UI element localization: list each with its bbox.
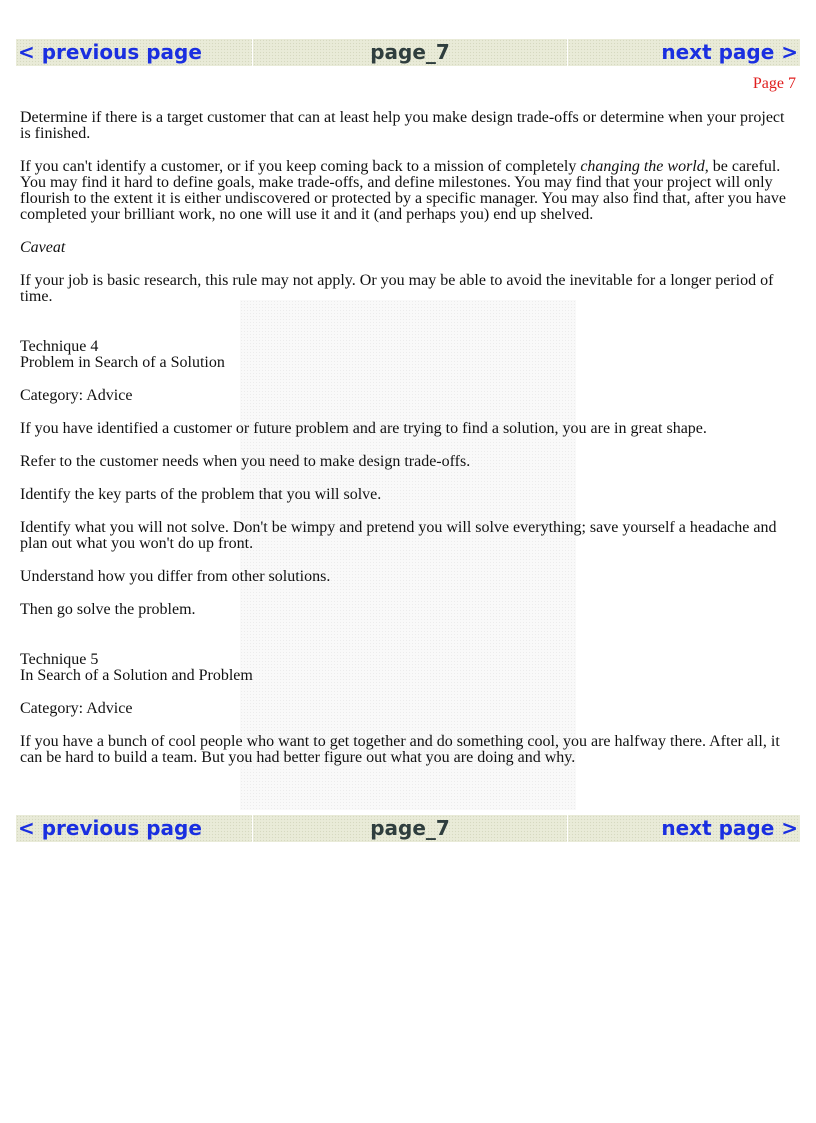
paragraph-differ: Understand how you differ from other solutions. [20, 568, 331, 585]
page-number-label: Page 7 [752, 75, 796, 92]
bottom-next-page-cell [568, 815, 800, 842]
top-previous-page-cell [16, 39, 252, 66]
technique-5-category: Category: Advice [20, 700, 133, 717]
emphasis-text: changing the world [580, 158, 705, 175]
bottom-current-page-label: page_7 [370, 816, 450, 840]
technique-4-title: Problem in Search of a Solution [20, 354, 225, 371]
paragraph-text: , be careful. You may find it hard to define goals, make trade-offs, and define milestones. You may find that your project will only flourish to the extent it is either undiscovered or protected by a specific manager. You may also find that, after you have completed your brilliant work, no one will use it and it (and perhaps you) end up shelved. [20, 158, 786, 223]
top-next-page-cell [568, 39, 800, 66]
top-current-page-cell [252, 39, 568, 66]
top-navigation-bar [16, 39, 800, 66]
technique-4-number: Technique 4 [20, 338, 99, 355]
top-next-page-link[interactable]: next page > [661, 40, 798, 64]
paragraph-go-solve: Then go solve the problem. [20, 601, 196, 618]
caveat-heading [20, 240, 796, 256]
bottom-previous-page-cell [16, 815, 252, 842]
document-body [20, 110, 796, 783]
paragraph-customer-needs: Refer to the customer needs when you need to make design trade-offs. [20, 453, 471, 470]
technique-4-category: Category: Advice [20, 387, 133, 404]
bottom-current-page-cell [252, 815, 568, 842]
paragraph-not-solve: Identify what you will not solve. Don't be wimpy and pretend you will solve everything; save yourself a headache and plan out what you won't do up front. [20, 519, 777, 552]
paragraph-changing-world [20, 159, 796, 223]
caveat-text: Caveat [20, 239, 66, 256]
technique-5-number: Technique 5 [20, 651, 99, 668]
paragraph-target-customer: Determine if there is a target customer that can at least help you make design trade-offs or determine when your project is finished. [20, 109, 785, 142]
top-current-page-label: page_7 [370, 40, 450, 64]
technique-5-title: In Search of a Solution and Problem [20, 667, 253, 684]
bottom-previous-page-link[interactable]: < previous page [18, 816, 202, 840]
bottom-navigation-bar [16, 815, 800, 842]
paragraph-basic-research: If your job is basic research, this rule may not apply. Or you may be able to avoid the inevitable for a longer period of time. [20, 272, 774, 305]
technique-5-heading [20, 652, 796, 684]
paragraph-great-shape: If you have identified a customer or future problem and are trying to find a solution, you are in great shape. [20, 420, 707, 437]
top-previous-page-link[interactable]: < previous page [18, 40, 202, 64]
bottom-next-page-link[interactable]: next page > [661, 816, 798, 840]
technique-4-heading [20, 339, 796, 371]
paragraph-cool-people: If you have a bunch of cool people who want to get together and do something cool, you are halfway there. After all, it can be hard to build a team. But you had better figure out what you are doing and why. [20, 733, 780, 766]
paragraph-key-parts: Identify the key parts of the problem that you will solve. [20, 486, 382, 503]
paragraph-text: If you can't identify a customer, or if you keep coming back to a mission of completely [20, 158, 581, 175]
